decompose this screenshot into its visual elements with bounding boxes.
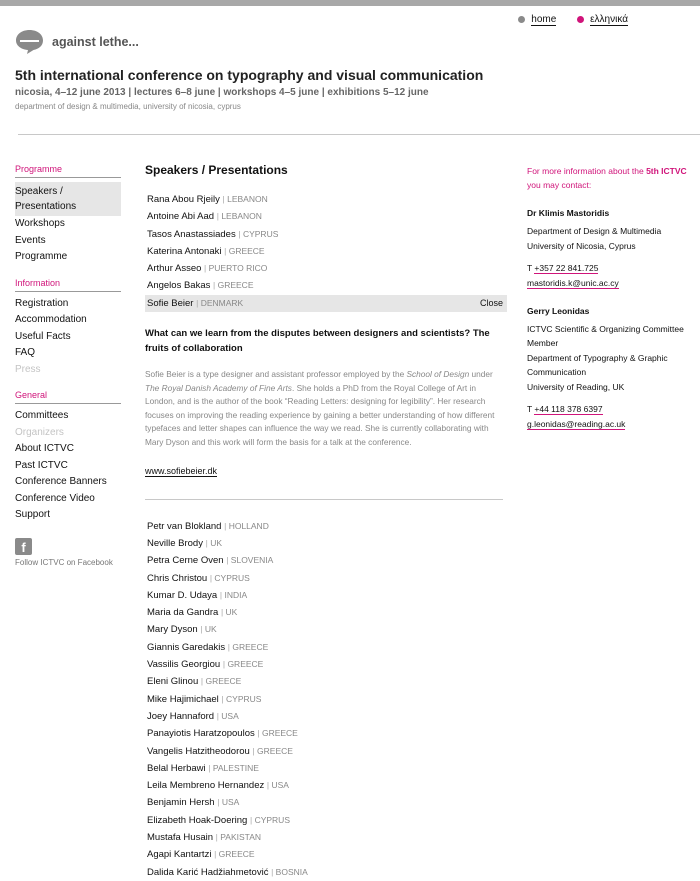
language-link[interactable]: ελληνικά [590, 14, 628, 25]
speaker-name: Chris Christou [147, 572, 208, 584]
phone-prefix: T [527, 404, 535, 414]
language-dot-icon [577, 16, 584, 23]
sidebar-item-programme[interactable]: Programme [15, 251, 68, 262]
speaker-country: | GREECE [252, 746, 292, 756]
sidebar-item-about-ictvc[interactable]: About ICTVC [15, 443, 74, 454]
speaker-name: Elizabeth Hoak-Doering [147, 814, 248, 826]
speaker-row[interactable] [145, 570, 507, 587]
speaker-country: | GREECE [224, 246, 264, 256]
logo-text: against lethe... [52, 35, 139, 49]
contact-name: Gerry Leonidas [527, 306, 590, 316]
speaker-country: | PAKISTAN [216, 832, 261, 842]
speaker-country: | GREECE [201, 676, 241, 686]
sidebar-item-faq[interactable]: FAQ [15, 347, 36, 358]
speaker-name: Agapi Kantartzi [147, 849, 212, 861]
close-button[interactable]: Close [479, 297, 503, 308]
email-link[interactable]: g.leonidas@reading.ac.uk [527, 419, 626, 429]
bio-text: Sofie Beier is a type designer and assistant professor employed by the [145, 369, 407, 380]
speaker-name: Giannis Garedakis [147, 641, 226, 653]
speaker-name: Antoine Abi Aad [147, 211, 215, 223]
contact-line: ICTVC Scientific & Organizing Committee Member [527, 324, 684, 348]
contact-intro-conference: 5th ICTVC [646, 166, 687, 176]
speaker-row[interactable] [145, 656, 507, 673]
speaker-country: | CYPRUS [250, 815, 290, 825]
contact-phone [527, 402, 692, 416]
speaker-row[interactable] [145, 277, 507, 294]
speaker-name: Neville Brody [147, 537, 203, 549]
speaker-row[interactable] [145, 552, 507, 569]
speaker-name: Tasos Anastassiades [147, 228, 236, 240]
speaker-country: | GREECE [223, 659, 263, 669]
conference-department: department of design & multimedia, university of nicosia, cyprus [15, 102, 241, 111]
speaker-country: | PALESTINE [208, 763, 259, 773]
speaker-row[interactable] [145, 191, 507, 208]
speaker-row[interactable] [145, 208, 507, 225]
speaker-name: Rana Abou Rjeily [147, 194, 220, 205]
speaker-country: | UK [206, 538, 222, 548]
page-title: Speakers / Presentations [145, 163, 288, 177]
speaker-row[interactable] [145, 794, 507, 811]
contact-person [527, 304, 692, 431]
speaker-row[interactable] [145, 864, 507, 881]
main-content [145, 163, 507, 881]
speaker-row[interactable] [145, 829, 507, 846]
speaker-row[interactable] [145, 777, 507, 794]
speaker-name: Vangelis Hatzitheodorou [147, 745, 250, 757]
email-link[interactable]: mastoridis.k@unic.ac.cy [527, 278, 619, 288]
bio-institution: School of Design [406, 369, 470, 380]
speaker-row[interactable] [145, 260, 507, 277]
speaker-row[interactable] [145, 673, 507, 690]
speaker-name: Mike Hajimichael [147, 693, 219, 705]
speaker-name: Dalida Karić Hadžiahmetović [147, 866, 269, 878]
sidebar [15, 164, 121, 567]
speaker-country: | USA [267, 780, 289, 790]
speaker-row[interactable] [145, 587, 507, 604]
speaker-name: Petr van Blokland [147, 520, 222, 532]
sidebar-item-past-ictvc[interactable]: Past ICTVC [15, 459, 68, 471]
facebook-icon[interactable]: f [15, 538, 32, 555]
conference-title: 5th international conference on typography and visual communication [15, 67, 484, 83]
phone-prefix: T [527, 263, 535, 273]
speaker-row-selected[interactable] [145, 295, 507, 312]
contact-intro [527, 164, 692, 192]
speaker-row[interactable] [145, 725, 507, 742]
speaker-name: Maria da Gandra [147, 607, 219, 619]
speaker-country: | USA [217, 797, 239, 807]
speaker-name: Petra Cerne Oven [147, 555, 224, 567]
sidebar-item-support[interactable]: Support [15, 509, 51, 520]
speaker-country: | UK [200, 624, 216, 634]
sidebar-item-registration[interactable]: Registration [15, 297, 69, 309]
speaker-row[interactable] [145, 639, 507, 656]
speaker-name: Belal Herbawi [147, 762, 206, 774]
speaker-name: Sofie Beier [147, 297, 194, 309]
speaker-country: | PUERTO RICO [204, 263, 267, 273]
bio-text: under [469, 369, 493, 380]
speaker-bio [145, 368, 507, 450]
speaker-country: | SLOVENIA [226, 555, 273, 565]
speaker-row[interactable] [145, 535, 507, 552]
bio-academy: The Royal Danish Academy of Fine Arts [145, 382, 292, 393]
contact-intro-text: you may contact: [527, 180, 592, 190]
speaker-website-link[interactable]: www.sofiebeier.dk [145, 465, 218, 476]
sidebar-item-accommodation[interactable]: Accommodation [15, 314, 87, 325]
contact-person [527, 206, 692, 290]
home-dot-icon [518, 16, 525, 23]
speaker-row[interactable] [145, 812, 507, 829]
speaker-name: Joey Hannaford [147, 710, 215, 722]
bio-text: . She holds a PhD from the Royal College of Art in London, and is the author of the book “Reading Letters: designing for legibility”. Her research focuses on improving the reading experience by gaining a better understanding of how different typefaces and letter shapes can influence the way we read. She is currently collaborating with Mary Dyson and this work will form the basis for a talk at the conference. [145, 382, 495, 448]
phone-link[interactable]: +357 22 841.725 [534, 263, 599, 273]
speaker-name: Angelos Bakas [147, 280, 211, 292]
speaker-country: | GREECE [214, 849, 254, 859]
conference-dates: nicosia, 4–12 june 2013 | lectures 6–8 june | workshops 4–5 june | exhibitions 5–12 june [15, 87, 429, 98]
speaker-row[interactable] [145, 846, 507, 863]
speaker-country: | LEBANON [223, 194, 268, 204]
speaker-name: Benjamin Hersh [147, 797, 215, 809]
sidebar-heading-information: Information [15, 278, 121, 292]
sidebar-item-conference-banners[interactable]: Conference Banners [15, 476, 107, 487]
contact-name: Dr Klimis Mastoridis [527, 208, 610, 218]
speaker-row[interactable] [145, 243, 507, 260]
speaker-country: | DENMARK [196, 298, 243, 308]
speaker-country: | CYPRUS [221, 694, 261, 704]
speaker-row[interactable] [145, 760, 507, 777]
speaker-country: | CYPRUS [238, 229, 278, 239]
contact-panel [527, 164, 692, 431]
speaker-country: | UK [221, 607, 237, 617]
speaker-country: | GREECE [213, 280, 253, 290]
speaker-country: | GREECE [257, 728, 297, 738]
sidebar-item-events[interactable]: Events [15, 234, 46, 246]
home-link[interactable]: home [531, 14, 557, 25]
speaker-name: Leila Membreno Hernandez [147, 780, 265, 792]
speaker-list-top [145, 191, 507, 312]
sidebar-heading-general: General [15, 390, 121, 404]
speaker-row[interactable] [145, 518, 507, 535]
sidebar-item-workshops[interactable]: Workshops [15, 218, 65, 229]
speaker-row[interactable] [145, 691, 507, 708]
top-bar [0, 0, 700, 6]
speaker-row[interactable] [145, 621, 507, 638]
speaker-name: Panayiotis Haratzopoulos [147, 728, 255, 740]
speaker-name: Katerina Antonaki [147, 245, 222, 257]
speaker-row[interactable] [145, 226, 507, 243]
sidebar-item-organizers: Organizers [15, 426, 64, 438]
speaker-country: | USA [217, 711, 239, 721]
speaker-name: Kumar D. Udaya [147, 589, 218, 601]
facebook-block [15, 538, 121, 567]
speaker-country: | BOSNIA [271, 867, 308, 877]
top-links [500, 14, 628, 25]
speaker-country: | INDIA [220, 590, 247, 600]
contact-intro-text: For more information about the [527, 166, 647, 176]
speaker-country: | LEBANON [217, 211, 262, 221]
sidebar-item-conference-video[interactable]: Conference Video [15, 492, 95, 504]
speech-bubble-logo-icon [15, 29, 44, 55]
sidebar-heading-programme: Programme [15, 164, 121, 178]
sidebar-item-press: Press [15, 363, 41, 375]
sidebar-item-speakers[interactable]: Speakers / Presentations [15, 182, 121, 216]
speaker-name: Vassilis Georgiou [147, 659, 221, 671]
speaker-name: Eleni Glinou [147, 676, 199, 688]
speaker-row[interactable] [145, 708, 507, 725]
contact-line: Department of Design & Multimedia [527, 226, 662, 236]
speaker-name: Mustafa Husain [147, 831, 214, 843]
speaker-name: Mary Dyson [147, 624, 198, 636]
header-divider [18, 134, 700, 135]
contact-phone [527, 261, 692, 275]
speaker-list-bottom [145, 518, 507, 881]
speaker-country: | GREECE [228, 642, 268, 652]
sidebar-item-committees[interactable]: Committees [15, 410, 69, 421]
talk-title: What can we learn from the disputes between designers and scientists? The fruits of collaboration [145, 328, 490, 355]
content-divider [145, 499, 503, 500]
contact-line: University of Nicosia, Cyprus [527, 241, 636, 251]
sidebar-item-useful-facts[interactable]: Useful Facts [15, 330, 71, 342]
phone-link[interactable]: +44 118 378 6397 [534, 404, 603, 414]
speaker-country: | HOLLAND [224, 521, 269, 531]
speaker-name: Arthur Asseo [147, 263, 202, 275]
speaker-row[interactable] [145, 604, 507, 621]
speaker-country: | CYPRUS [210, 573, 250, 583]
facebook-follow-text: Follow ICTVC on Facebook [15, 557, 113, 567]
logo[interactable] [15, 29, 139, 55]
speaker-row[interactable] [145, 743, 507, 760]
contact-line: Department of Typography & Graphic Communication [527, 353, 668, 377]
contact-line: University of Reading, UK [527, 382, 625, 392]
